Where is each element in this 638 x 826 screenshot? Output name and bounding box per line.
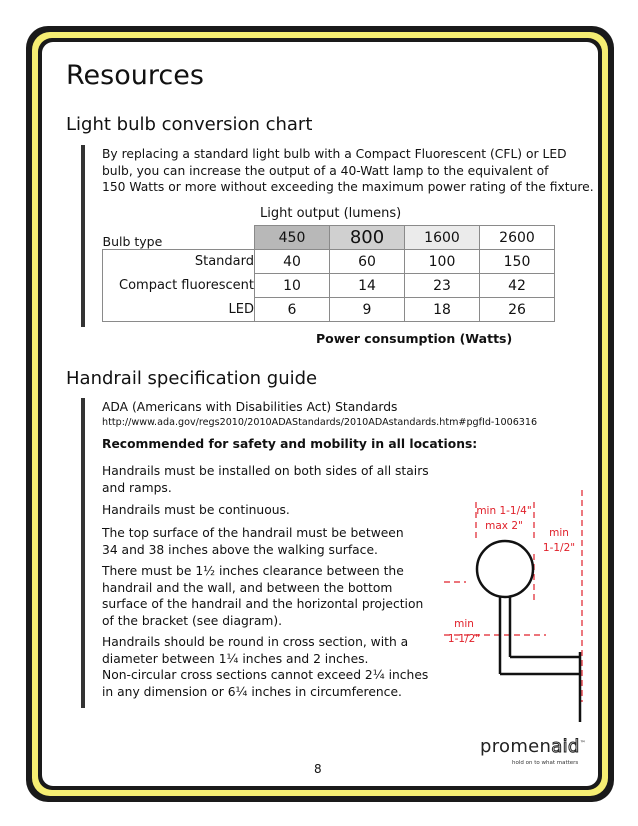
table-cell: 60 <box>330 250 405 274</box>
bracket-label: 1-1/2" <box>447 633 481 645</box>
table-cell: 18 <box>405 298 480 322</box>
logo-tagline: hold on to what matters <box>512 760 579 766</box>
bulb-section-bar <box>81 145 85 327</box>
handrail-paragraph <box>102 463 429 496</box>
table-cell: 40 <box>255 250 330 274</box>
paragraph-line: and ramps. <box>102 480 172 495</box>
table-cell: 26 <box>480 298 555 322</box>
row-label: LED <box>103 298 255 322</box>
paragraph-line: diameter between 1¼ inches and 2 inches. <box>102 651 369 666</box>
paragraph-line: 34 and 38 inches above the walking surface. <box>102 542 378 557</box>
bulb-section-heading: Light bulb conversion chart <box>66 114 313 135</box>
diameter-label: min 1-1/4" <box>476 505 532 517</box>
bulb-type-label: Bulb type <box>102 234 163 249</box>
page-content <box>42 42 598 786</box>
recommended-heading: Recommended for safety and mobility in all locations: <box>102 437 478 451</box>
logo-text-outline: aid <box>551 736 580 757</box>
handrail-paragraph <box>102 525 404 558</box>
logo-text: promen <box>480 736 552 757</box>
promenaid-logo <box>480 736 586 757</box>
trademark-mark: ™ <box>579 740 586 747</box>
table-cell: 10 <box>255 274 330 298</box>
table-row <box>103 226 555 250</box>
clearance-label: min <box>549 527 569 539</box>
paragraph-line: surface of the handrail and the horizontal projection <box>102 597 424 612</box>
row-label: Compact fluorescent <box>103 274 255 298</box>
paragraph-line: in any dimension or 6¼ inches in circumference. <box>102 684 402 699</box>
handrail-section-bar <box>81 398 85 708</box>
table-cell: 150 <box>480 250 555 274</box>
table-cell: 14 <box>330 274 405 298</box>
bulb-intro-line: 150 Watts or more without exceeding the maximum power rating of the fixture. <box>102 180 594 195</box>
handrail-diagram <box>428 462 598 722</box>
table-row <box>103 250 555 274</box>
page-number: 8 <box>314 762 322 776</box>
handrail-section-heading: Handrail specification guide <box>66 368 318 389</box>
lumens-header: 800 <box>330 226 405 250</box>
table-cell: 6 <box>255 298 330 322</box>
lumens-header: 450 <box>255 226 330 250</box>
table-cell: 23 <box>405 274 480 298</box>
row-label: Standard <box>103 250 255 274</box>
handrail-paragraph <box>102 502 290 519</box>
ada-url-link[interactable]: http://www.ada.gov/regs2010/2010ADAStandards/2010ADAstandards.htm#pgfId-1006316 <box>102 417 538 428</box>
diameter-label: max 2" <box>485 520 523 532</box>
bulb-intro-line: By replacing a standard light bulb with a Compact Fluorescent (CFL) or LED <box>102 147 567 161</box>
paragraph-line: handrail and the wall, and between the bottom <box>102 580 393 595</box>
table-cell: 9 <box>330 298 405 322</box>
lumens-header: 1600 <box>405 226 480 250</box>
handrail-paragraph <box>102 563 423 629</box>
bracket-label: min <box>454 618 474 630</box>
handrail-paragraph <box>102 634 428 700</box>
bulb-intro-line: bulb, you can increase the output of a 40-Watt lamp to the equivalent of <box>102 163 549 178</box>
bulb-intro <box>102 146 594 196</box>
table-cell: 100 <box>405 250 480 274</box>
table-row <box>103 298 555 322</box>
paragraph-line: The top surface of the handrail must be between <box>102 526 404 540</box>
paragraph-line: Handrails must be installed on both sides of all stairs <box>102 464 429 478</box>
handrail-cross-section <box>477 541 533 597</box>
ada-standards-name: ADA (Americans with Disabilities Act) Standards <box>102 400 398 414</box>
table-row <box>103 274 555 298</box>
lumens-header: 2600 <box>480 226 555 250</box>
clearance-label: 1-1/2" <box>542 542 576 554</box>
paragraph-line: Non-circular cross sections cannot exceed 2¼ inches <box>102 668 429 683</box>
paragraph-line: There must be 1½ inches clearance between the <box>102 564 404 578</box>
paragraph-line: of the bracket (see diagram). <box>102 613 283 628</box>
page-title: Resources <box>66 60 204 91</box>
table-cell: 42 <box>480 274 555 298</box>
paragraph-line: Handrails must be continuous. <box>102 503 290 517</box>
power-consumption-label: Power consumption (Watts) <box>316 331 513 346</box>
light-output-label: Light output (lumens) <box>260 206 402 221</box>
bulb-conversion-table <box>102 225 555 322</box>
paragraph-line: Handrails should be round in cross section, with a <box>102 635 409 649</box>
